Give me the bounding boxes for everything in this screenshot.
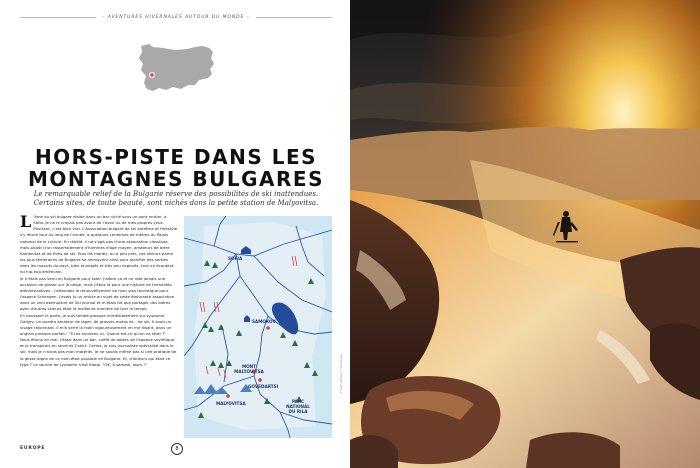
paragraph-1-text: 'âme du ski bulgare réside dans un bar niché sous un pont routier, à Sofia. Je ne le croyais pas avant de l'avoir vu de mes propres yeux. Pourtant, c'est bien vrai. L'Association bulgare de ski extrême et freestyle s'y réunit tout au long de l'année, à quelques centaines de mètres du Palais national de la culture. En réalité, il ne s'agit pas d'une association classique, mais plutôt d'un rassemblement d'hommes d'âge moyen, amateurs de bière Kamenitza et de films de ski. Tous les mardis, ou à peu près, ces skieurs parmi les plus téméraires de Bulgarie se retrouvent ainsi pour planifier des sorties dans les massifs du pays, bien enneigés et très peu explorés, tout en écoutant du hip-hop américain. xyxy=(20,214,178,275)
standfirst-line-1: Le remarquable relief de la Bulgarie réserve des possibilités de ski inattendues. xyxy=(33,190,319,198)
right-page-photo xyxy=(350,0,700,468)
kicker-rule-left xyxy=(20,17,96,18)
label-park-line2: NATIONAL xyxy=(286,404,310,409)
label-rila-park xyxy=(280,399,316,414)
page-number: 8 xyxy=(171,443,183,455)
article-headline xyxy=(20,146,332,190)
paragraph-1 xyxy=(20,214,178,276)
paragraph-3: En poussant la porte, je suis tombé presque immédiatement sur Lyubomir Gadjev, un quadra amateur de lager, de grosses motos et... de ski. Il avait un visage rayonnant. Il m'a serré la main vigoureusement en me disant, dans un anglais presque parfait : "Tu es nouveau ici. Quand est-ce qu'on va skier ?" xyxy=(20,312,172,336)
article-standfirst xyxy=(20,190,332,208)
mountain-sunset-photo xyxy=(350,0,700,468)
article-body xyxy=(20,214,178,440)
kicker-rule-right xyxy=(256,17,332,18)
label-mont-line1: MONT xyxy=(241,364,257,369)
bulgaria-silhouette xyxy=(139,44,214,91)
label-park-line3: DU RILA xyxy=(288,409,308,414)
paragraph-2: Je n'étais pas venu en Bulgarie pour skier. J'adore ça et ne rate jamais une occasion de glisser sur la neige, mais j'étais là pour une histoire de formalités administratives : j'attendais le renouvellement de mon visa touristique pour l'espace Schengen. J'avais lu un article au sujet de cette étonnante association dans un vieil exemplaire de Ski Journal et m'étais dit que partager des bières avec d'autres skieurs était la meilleure manière de tuer le temps. xyxy=(20,275,175,312)
bulgaria-locator-map xyxy=(135,38,217,100)
label-mont-malyovitsa xyxy=(234,364,264,374)
headline-line-2: MONTAGNES BULGARES xyxy=(28,167,324,191)
standfirst-line-2: Certains sites, de toute beauté, sont nichés dans la petite station de Malyovitsa. xyxy=(33,199,319,207)
label-mont-line2: MALYOVITSA xyxy=(234,369,264,374)
samokov-pin xyxy=(266,326,270,330)
footer-section-label: EUROPE xyxy=(20,446,46,451)
drop-cap: L xyxy=(20,214,32,231)
label-sofia: SOFIA xyxy=(228,256,243,261)
paragraph-4: Nous étions en mai. J'étais dans un bar, coiffé de bottes de l'époque soviétique, et je transpirais en short et T-shirt. Certes, je suis journaliste spécialisé dans le ski, mais je n'avais pas mon matériel. Je ne savais même pas si une pratique de la glisse digne de ce nom était possible en Bulgarie. Et, d'ailleurs qui était ce type ? Le sourire de Lyubomir s'est élargi. "OK, à samedi, alors !" xyxy=(20,337,177,367)
label-park-line1: PARC xyxy=(291,399,305,404)
region-map xyxy=(184,216,332,438)
photo-credit: © Ivan Tomov / The Image xyxy=(339,354,343,394)
kicker-text: – AVENTURES HIVERNALES AUTOUR DU MONDE – xyxy=(102,15,250,20)
location-pin-core xyxy=(150,73,154,77)
label-govedartsi: GOVEDARTSI xyxy=(248,384,279,389)
label-malyovitsa: MALYOVITSA xyxy=(216,401,246,406)
label-samokov: SAMOKOV xyxy=(252,319,276,324)
malyovitsa-pin xyxy=(226,394,230,398)
section-kicker xyxy=(20,15,332,20)
headline-line-1: HORS-PISTE DANS LES xyxy=(34,145,318,169)
govedartsi-pin xyxy=(258,378,262,382)
